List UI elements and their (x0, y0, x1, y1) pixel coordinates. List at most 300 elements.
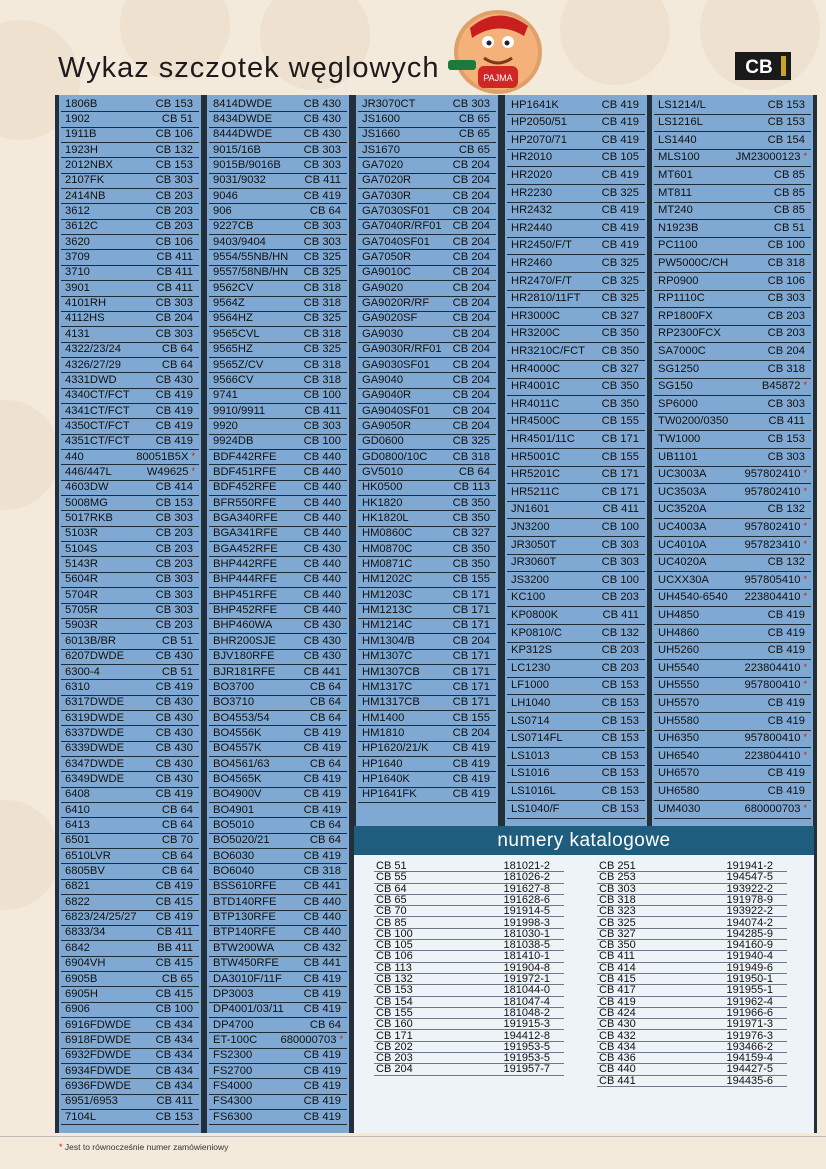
model-name: ET-100C (213, 1033, 258, 1046)
table-row (61, 465, 199, 480)
brush-code: CB 153 (601, 697, 639, 710)
model-name: 3901 (65, 281, 90, 294)
brush-code: CB 153 (601, 714, 639, 727)
asterisk-marker: * (803, 468, 807, 479)
table-row (209, 941, 347, 956)
table-row (358, 112, 496, 127)
catalog-header: numery katalogowe (354, 826, 814, 855)
table-row (654, 291, 811, 309)
asterisk-marker: * (803, 749, 807, 760)
model-name: DA3010F/11F (213, 972, 282, 985)
table-row (358, 742, 496, 757)
catalog-brush-code: CB 417 (599, 984, 636, 997)
catalog-brush-code: CB 436 (599, 1052, 636, 1065)
brush-code: CB 434 (155, 1049, 193, 1062)
table-row (61, 696, 199, 711)
table-row (61, 112, 199, 127)
brush-code: CB 303 (155, 174, 193, 187)
catalog-number: 194159-4 (726, 1052, 773, 1065)
brush-code: CB 171 (452, 665, 490, 678)
table-row (358, 435, 496, 450)
table-row (209, 957, 347, 972)
table-row (209, 527, 347, 542)
table-row (654, 695, 811, 713)
brush-code: CB 350 (601, 345, 639, 358)
catalog-brush-code: CB 65 (376, 893, 407, 906)
model-name: HR5001C (511, 450, 561, 463)
model-name: GA7040R/RF01 (362, 220, 442, 233)
brush-code: CB 430 (155, 742, 193, 755)
table-row (209, 1003, 347, 1018)
brush-code: CB 204 (452, 373, 490, 386)
model-name: 5143R (65, 558, 98, 571)
footnote (58, 1142, 228, 1152)
model-name: 6207DWDE (65, 650, 125, 663)
table-row (209, 112, 347, 127)
brush-code: CB 204 (452, 327, 490, 340)
table-row (61, 957, 199, 972)
model-name: LS1040/F (511, 802, 560, 815)
brush-code: CB 64 (161, 849, 193, 862)
table-row (61, 327, 199, 342)
brush-code: CB 440 (303, 496, 341, 509)
table-row (61, 1110, 199, 1125)
table-row (61, 481, 199, 496)
table-row (61, 726, 199, 741)
catalog-brush-code: CB 303 (599, 882, 636, 895)
table-row (209, 204, 347, 219)
brush-code: CB 154 (767, 133, 805, 146)
table-row (209, 174, 347, 189)
catalog-row (597, 985, 787, 996)
table-row (358, 327, 496, 342)
model-name: 1923H (65, 143, 98, 156)
table-row (507, 607, 645, 625)
brush-code: CB 64 (309, 757, 341, 770)
brush-code: CB 440 (303, 527, 341, 540)
model-name: UC4020A (658, 556, 707, 569)
brush-code: CB 204 (767, 345, 805, 358)
brush-code: CB 204 (452, 158, 490, 171)
brush-code: CB 419 (767, 626, 805, 639)
brush-code: CB 419 (155, 880, 193, 893)
catalog-row (597, 1064, 787, 1075)
brush-code: CB 419 (601, 133, 639, 146)
catalog-brush-code: CB 434 (599, 1040, 636, 1053)
catalog-number: 191972-1 (503, 973, 550, 985)
table-row (61, 419, 199, 434)
model-name: 6932FDWDE (65, 1049, 131, 1062)
table-row (358, 266, 496, 281)
table-row (61, 818, 199, 833)
table-row (209, 895, 347, 910)
table-row (654, 97, 811, 115)
model-name: 4326/27/29 (65, 358, 121, 371)
table-row (358, 665, 496, 680)
model-name: SA7000C (658, 345, 706, 358)
model-name: 9403/9404 (213, 235, 266, 248)
table-row (209, 696, 347, 711)
model-name: BO4900V (213, 788, 262, 801)
brush-code: CB 325 (303, 266, 341, 279)
brush-code: CB 411 (156, 281, 193, 294)
brush-code: CB 64 (161, 358, 193, 371)
table-row (61, 251, 199, 266)
asterisk-marker: * (803, 538, 807, 549)
catalog-number: 181038-5 (503, 939, 550, 952)
brush-code: CB 411 (602, 609, 639, 622)
brush-code: CB 411 (156, 926, 193, 939)
brush-code: CB 203 (601, 644, 639, 657)
brush-code: CB 51 (161, 665, 193, 678)
brush-code: CB 419 (303, 1064, 341, 1077)
model-name: JN3200 (511, 521, 550, 534)
model-name: HM1317CB (362, 696, 420, 709)
table-row (61, 1049, 199, 1064)
divider (0, 1136, 826, 1137)
brush-code: CB 419 (601, 239, 639, 252)
model-name: 4131 (65, 327, 90, 340)
brush-code: CB 204 (452, 189, 490, 202)
model-name: PC1100 (658, 239, 698, 252)
table-row (358, 511, 496, 526)
catalog-brush-code: CB 318 (599, 893, 636, 906)
model-name: 5903R (65, 619, 98, 632)
brush-code: CB 411 (304, 174, 341, 187)
model-name: 3710 (65, 266, 90, 279)
table-row (209, 496, 347, 511)
table-row (358, 174, 496, 189)
brush-code: CB 153 (601, 679, 639, 692)
table-row (209, 220, 347, 235)
model-name: 6905H (65, 987, 98, 1000)
brush-code: CB 64 (309, 205, 341, 217)
catalog-brush-code: CB 440 (599, 1063, 636, 1076)
brush-code: CB 440 (303, 558, 341, 571)
brush-code: CB 204 (452, 297, 490, 310)
brush-code: CB 155 (601, 450, 639, 463)
brush-code: CB 204 (452, 726, 490, 739)
model-name: JR3070CT (362, 97, 416, 110)
brush-code: 80051B5X (136, 450, 189, 463)
model-name: 9227CB (213, 220, 254, 233)
model-name: MT240 (658, 204, 693, 217)
catalog-brush-code: CB 132 (376, 973, 413, 985)
table-row (61, 1018, 199, 1033)
brush-code: CB 415 (155, 987, 193, 1000)
model-name: BHP442RFE (213, 558, 278, 571)
table-row (61, 604, 199, 619)
catalog-brush-code: CB 204 (376, 1063, 413, 1076)
model-name: 6822 (65, 895, 90, 908)
model-name: 6300-4 (65, 665, 100, 678)
catalog-row (374, 985, 564, 996)
table-row (61, 128, 199, 143)
table-row (209, 573, 347, 588)
table-row (209, 266, 347, 281)
model-name: 446/447L (65, 465, 112, 478)
model-name: BDF442RFE (213, 450, 277, 463)
table-row (209, 1033, 347, 1048)
model-name: BO3700 (213, 680, 255, 693)
brush-code: CB 132 (767, 556, 805, 569)
model-name: HR2470/F/T (511, 274, 572, 287)
brush-code: CB 64 (309, 711, 341, 724)
catalog-number: 194427-5 (726, 1063, 773, 1076)
table-row (61, 680, 199, 695)
model-name: GA7020R (362, 174, 412, 187)
table-row (358, 235, 496, 250)
brush-code: CB 419 (601, 221, 639, 234)
brush-code: CB 411 (156, 266, 193, 279)
brush-code: CB 70 (161, 834, 193, 847)
table-row (209, 772, 347, 787)
catalog-row (374, 951, 564, 962)
model-name: GA9040R (362, 389, 412, 402)
brush-code: CB 204 (452, 343, 490, 356)
brush-code: CB 303 (303, 220, 341, 233)
brush-code: CB 106 (767, 274, 805, 287)
model-name: HK1820L (362, 512, 409, 524)
brush-code: CB 204 (452, 174, 490, 187)
model-name: KC100 (511, 591, 546, 604)
catalog-number: 191940-4 (726, 950, 773, 963)
model-name: 6842 (65, 941, 90, 954)
model-name: RP2300FCX (658, 327, 721, 340)
table-row (507, 291, 645, 309)
brush-code: CB 350 (452, 512, 490, 524)
catalog-number: 191957-7 (503, 1063, 550, 1076)
table-row (654, 150, 811, 168)
table-row (209, 726, 347, 741)
brush-code: CB 327 (601, 362, 639, 375)
table-row (61, 1079, 199, 1094)
table-row (654, 625, 811, 643)
model-name: HP1640K (362, 772, 410, 785)
model-name: 3620 (65, 235, 90, 248)
catalog-number: 191955-1 (726, 984, 773, 997)
brush-code: CB 65 (161, 972, 193, 985)
asterisk-marker: * (803, 573, 807, 584)
catalog-brush-code: CB 323 (599, 905, 636, 918)
brush-code: CB 419 (155, 435, 193, 448)
catalog-row (374, 1064, 564, 1075)
brush-code: CB 204 (452, 312, 490, 325)
model-name: HM1213C (362, 604, 413, 617)
brush-code: CB 350 (452, 496, 490, 509)
model-name: HM1400 (362, 711, 405, 724)
model-name: 6951/6953 (65, 1095, 118, 1108)
table-row (358, 588, 496, 603)
table-row (507, 167, 645, 185)
table-row (654, 555, 811, 573)
brush-code: CB 419 (601, 169, 639, 182)
brush-code: CB 419 (303, 189, 341, 202)
table-row (209, 1095, 347, 1110)
model-name: BDF451RFE (213, 465, 277, 478)
table-row (507, 326, 645, 344)
brush-code: CB 203 (155, 619, 193, 632)
model-name: HR4501/11C (511, 433, 575, 446)
brush-code: CB 303 (601, 538, 639, 551)
model-name: 6013B/BR (65, 634, 116, 647)
model-name: UH6540 (658, 749, 700, 762)
model-name: UH5540 (658, 661, 700, 674)
model-name: 4340CT/FCT (65, 389, 130, 402)
brush-code: B45872 (761, 380, 801, 393)
table-row (209, 481, 347, 496)
table-row (358, 757, 496, 772)
table-row (61, 496, 199, 511)
brush-code: CB 153 (601, 732, 639, 745)
brush-code: CB 432 (303, 941, 341, 954)
brush-code: 223804410 (744, 661, 801, 674)
model-name: 5705R (65, 604, 98, 617)
brush-code: CB 415 (155, 895, 193, 908)
model-name: 6934FDWDE (65, 1064, 131, 1077)
model-name: LS1016L (511, 785, 556, 798)
table-row (507, 449, 645, 467)
model-name: BHP452RFE (213, 604, 278, 617)
table-row (507, 572, 645, 590)
table-row (507, 555, 645, 573)
table-row (209, 634, 347, 649)
table-row (654, 607, 811, 625)
table-row (507, 414, 645, 432)
brush-code: CB 153 (601, 749, 639, 762)
brush-code: CB 204 (155, 312, 193, 325)
model-name: 4112HS (65, 312, 105, 325)
brush-code: CB 419 (452, 772, 490, 785)
table-row (654, 467, 811, 485)
model-name: 6501 (65, 834, 90, 847)
model-name: 6349DWDE (65, 772, 125, 785)
model-name: HK1820 (362, 496, 403, 509)
catalog-brush-code: CB 419 (599, 995, 636, 1008)
model-name: UH6580 (658, 785, 700, 798)
brush-code: CB 318 (303, 281, 341, 294)
catalog-number: 191949-6 (726, 961, 773, 974)
table-row (507, 731, 645, 749)
table-row (209, 251, 347, 266)
model-name: BGA452RFE (213, 542, 278, 555)
brush-code: CB 441 (303, 957, 341, 970)
table-row (358, 450, 496, 465)
table-row (209, 97, 347, 112)
table-row (209, 511, 347, 526)
model-name: BTW450RFE (213, 957, 279, 970)
brush-code: CB 318 (452, 450, 490, 463)
model-name: UH5550 (658, 679, 700, 692)
table-row (209, 1049, 347, 1064)
brush-code: CB 419 (155, 788, 193, 801)
table-row (209, 650, 347, 665)
brush-code: CB 325 (303, 312, 341, 325)
table-row (507, 484, 645, 502)
model-name: GA7030SF01 (362, 205, 430, 217)
model-name: 9920 (213, 419, 238, 432)
brush-code: CB 325 (452, 435, 490, 448)
brush-code: CB 153 (155, 496, 193, 509)
brush-code: CB 155 (452, 573, 490, 586)
model-name: 6347DWDE (65, 757, 125, 770)
table-row (358, 312, 496, 327)
brush-code: CB 430 (303, 112, 341, 125)
table-row (209, 588, 347, 603)
model-name: BHR200SJE (213, 634, 276, 647)
model-name: LC1230 (511, 661, 551, 674)
brush-code: 223804410 (744, 591, 801, 604)
brush-code: CB 203 (767, 327, 805, 340)
model-name: HM0870C (362, 542, 413, 555)
model-name: LF1000 (511, 679, 549, 692)
table-row (209, 742, 347, 757)
model-name: 6510LVR (65, 849, 111, 862)
brush-code: BB 411 (157, 941, 193, 954)
brush-code: CB 434 (155, 1033, 193, 1046)
brush-code: CB 153 (767, 433, 805, 446)
brush-code: CB 440 (303, 465, 341, 478)
model-name: 6410 (65, 803, 90, 816)
table-row (507, 502, 645, 520)
model-name: GD0600 (362, 435, 404, 448)
model-name: BTW200WA (213, 941, 275, 954)
model-name: RP1800FX (658, 309, 713, 322)
brush-code: CB 318 (303, 297, 341, 310)
brush-code: CB 171 (601, 485, 639, 498)
catalog-row (597, 906, 787, 917)
catalog-number: 181026-2 (503, 871, 550, 884)
table-row (358, 220, 496, 235)
model-name: TW0200/0350 (658, 415, 729, 428)
model-name: 6317DWDE (65, 696, 125, 709)
table-row (61, 542, 199, 557)
table-row (654, 431, 811, 449)
model-name: 4331DWD (65, 373, 117, 386)
brush-code: CB 65 (458, 143, 490, 156)
table-row (654, 660, 811, 678)
mascot-illustration (440, 2, 550, 98)
model-name: JS1660 (362, 128, 400, 141)
brush-code: CB 419 (303, 1003, 341, 1016)
catalog-number: 194547-5 (726, 871, 773, 884)
asterisk-marker: * (803, 802, 807, 813)
model-name: 1806B (65, 97, 98, 110)
brush-code: CB 440 (303, 450, 341, 463)
catalog-brush-code: CB 327 (599, 927, 636, 940)
table-row (61, 665, 199, 680)
brush-code: CB 204 (452, 634, 490, 647)
table-row (358, 634, 496, 649)
model-name: MLS100 (658, 151, 700, 164)
brush-code: CB 204 (452, 389, 490, 402)
brush-code: CB 419 (601, 204, 639, 217)
model-name: JN1601 (511, 503, 550, 516)
brush-code: CB 171 (601, 433, 639, 446)
catalog-brush-code: CB 411 (599, 950, 635, 963)
table-row (209, 435, 347, 450)
brush-code: CB 318 (767, 257, 805, 270)
table-row (358, 496, 496, 511)
model-name: HR5211C (511, 485, 560, 498)
table-row (507, 748, 645, 766)
table-row (358, 527, 496, 542)
model-name: 5104S (65, 542, 98, 555)
brush-code: CB 64 (309, 1018, 341, 1031)
table-row (358, 128, 496, 143)
brush-code: CB 303 (452, 97, 490, 110)
table-row (61, 865, 199, 880)
